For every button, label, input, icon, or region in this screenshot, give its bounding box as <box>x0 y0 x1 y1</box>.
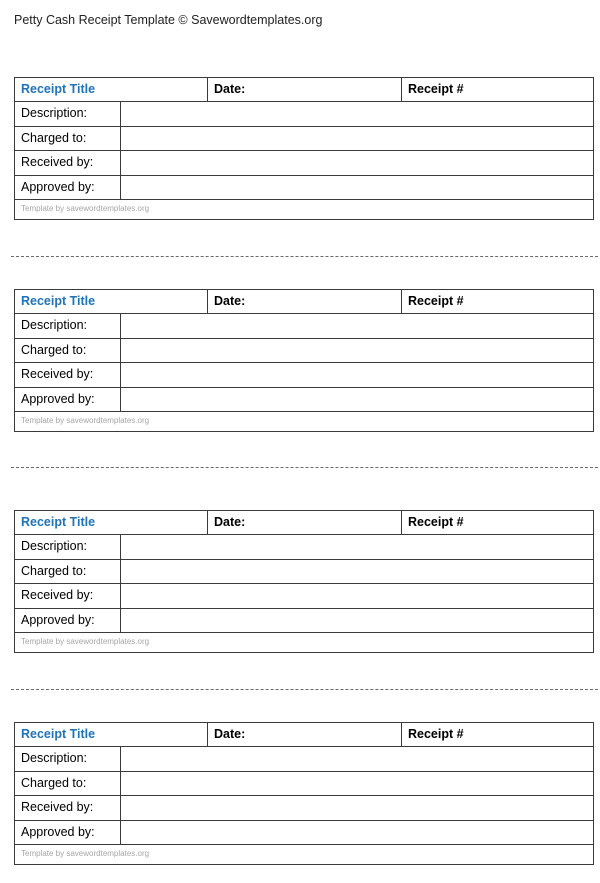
receipt-title: Receipt Title <box>15 290 208 313</box>
description-row <box>15 102 593 127</box>
description-field[interactable] <box>121 102 593 126</box>
charged-to-label: Charged to: <box>15 127 121 151</box>
approved-by-field[interactable] <box>121 609 593 633</box>
description-label: Description: <box>15 747 121 771</box>
description-row <box>15 314 593 339</box>
date-label: Date: <box>208 78 402 101</box>
description-row <box>15 747 593 772</box>
charged-to-label: Charged to: <box>15 772 121 796</box>
receipt-number-label: Receipt # <box>408 294 464 308</box>
charged-to-row <box>15 560 593 585</box>
cut-line <box>11 689 598 690</box>
description-label: Description: <box>15 535 121 559</box>
received-by-row <box>15 363 593 388</box>
description-field[interactable] <box>121 747 593 771</box>
receipt-header <box>15 511 593 535</box>
date-label: Date: <box>208 290 402 313</box>
charged-to-row <box>15 772 593 797</box>
approved-by-label: Approved by: <box>15 388 121 412</box>
receipt-number-label: Receipt # <box>408 515 464 529</box>
description-row <box>15 535 593 560</box>
receipt-2 <box>14 289 594 432</box>
description-label: Description: <box>15 314 121 338</box>
approved-by-row <box>15 609 593 634</box>
charged-to-field[interactable] <box>121 560 593 584</box>
receipt-number-label: Receipt # <box>408 727 464 741</box>
date-label: Date: <box>208 511 402 534</box>
approved-by-field[interactable] <box>121 821 593 845</box>
charged-to-field[interactable] <box>121 339 593 363</box>
receipt-title: Receipt Title <box>15 723 208 746</box>
approved-by-label: Approved by: <box>15 821 121 845</box>
approved-by-row <box>15 388 593 413</box>
receipt-footer: Template by savewordtemplates.org <box>21 849 150 858</box>
approved-by-label: Approved by: <box>15 609 121 633</box>
received-by-row <box>15 151 593 176</box>
charged-to-label: Charged to: <box>15 560 121 584</box>
received-by-row <box>15 796 593 821</box>
approved-by-row <box>15 821 593 846</box>
received-by-field[interactable] <box>121 363 593 387</box>
description-field[interactable] <box>121 314 593 338</box>
page-title: Petty Cash Receipt Template © Savewordtemplates.org <box>14 13 323 27</box>
approved-by-label: Approved by: <box>15 176 121 200</box>
receipt-header <box>15 290 593 314</box>
description-label: Description: <box>15 102 121 126</box>
approved-by-row <box>15 176 593 201</box>
cut-line <box>11 467 598 468</box>
receipt-title: Receipt Title <box>15 511 208 534</box>
receipt-header <box>15 723 593 747</box>
receipt-3 <box>14 510 594 653</box>
receipt-footer: Template by savewordtemplates.org <box>21 204 150 213</box>
receipt-header <box>15 78 593 102</box>
charged-to-field[interactable] <box>121 127 593 151</box>
approved-by-field[interactable] <box>121 176 593 200</box>
received-by-field[interactable] <box>121 584 593 608</box>
charged-to-row <box>15 127 593 152</box>
received-by-label: Received by: <box>15 363 121 387</box>
description-field[interactable] <box>121 535 593 559</box>
receipt-1 <box>14 77 594 220</box>
receipt-title: Receipt Title <box>15 78 208 101</box>
receipt-number-label: Receipt # <box>408 82 464 96</box>
cut-line <box>11 256 598 257</box>
approved-by-field[interactable] <box>121 388 593 412</box>
received-by-field[interactable] <box>121 796 593 820</box>
received-by-row <box>15 584 593 609</box>
received-by-label: Received by: <box>15 151 121 175</box>
charged-to-label: Charged to: <box>15 339 121 363</box>
receipt-4 <box>14 722 594 865</box>
charged-to-row <box>15 339 593 364</box>
received-by-label: Received by: <box>15 796 121 820</box>
charged-to-field[interactable] <box>121 772 593 796</box>
date-label: Date: <box>208 723 402 746</box>
received-by-label: Received by: <box>15 584 121 608</box>
receipt-footer: Template by savewordtemplates.org <box>21 637 150 646</box>
received-by-field[interactable] <box>121 151 593 175</box>
receipt-footer: Template by savewordtemplates.org <box>21 416 150 425</box>
